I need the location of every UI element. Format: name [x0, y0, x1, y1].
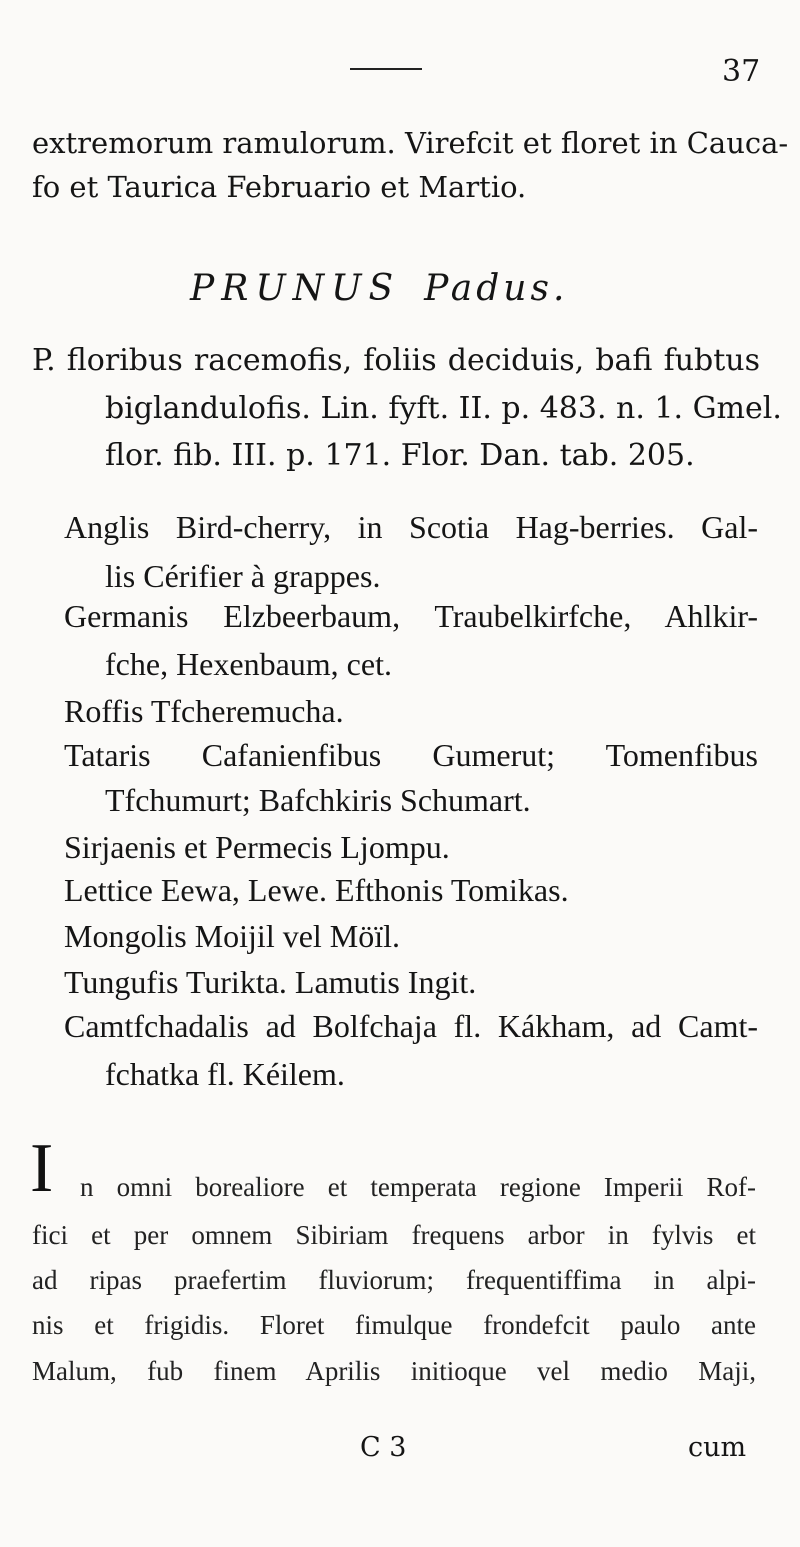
vernacular-line-1: Anglis Bird-cherry, in Scotia Hag-berries. Gal-	[64, 509, 758, 545]
diagnosis-line-1: P. floribus racemofis, foliis deciduis, bafi fubtus	[32, 343, 760, 378]
catchword: cum	[688, 1432, 747, 1463]
vernacular-line-6: Tataris Cafanienfibus Gumerut; Tomenfibus	[64, 737, 758, 773]
page-number: 37	[722, 54, 761, 89]
paragraph-line-2: fici et per omnem Sibiriam frequens arbor in fylvis et	[32, 1220, 756, 1250]
paragraph-line-4: nis et frigidis. Floret fimulque frondefcit paulo ante	[32, 1310, 756, 1340]
vernacular-line-8: Sirjaenis et Permecis Ljompu.	[64, 829, 450, 865]
paragraph-line-1: n omni borealiore et temperata regione Imperii Rof-	[80, 1172, 756, 1202]
diagnosis-line-3: flor. fib. III. p. 171. Flor. Dan. tab. 205.	[105, 438, 695, 473]
vernacular-line-5: Roffis Tfcheremucha.	[64, 693, 344, 729]
vernacular-line-7: Tfchumurt; Bafchkiris Schumart.	[105, 782, 531, 818]
vernacular-line-2: lis Cérifier à grappes.	[105, 558, 381, 594]
vernacular-line-4: fche, Hexenbaum, cet.	[105, 646, 392, 682]
diagnosis-line-2: biglandulofis. Lin. fyft. II. p. 483. n. 1. Gmel.	[105, 391, 782, 426]
vernacular-line-10: Mongolis Moijil vel Möïl.	[64, 918, 401, 954]
vernacular-line-11: Tungufis Turikta. Lamutis Ingit.	[64, 964, 477, 1000]
vernacular-line-9: Lettice Eewa, Lewe. Efthonis Tomikas.	[64, 872, 569, 908]
opening-line-1: extremorum ramulorum. Virefcit et floret in Cauca-	[32, 126, 789, 160]
drop-cap: I	[30, 1130, 54, 1207]
header-rule	[350, 68, 422, 70]
vernacular-line-13: fchatka fl. Kéilem.	[105, 1056, 345, 1092]
paragraph-line-3: ad ripas praefertim fluviorum; frequentiffima in alpi-	[32, 1265, 756, 1295]
genus-name: PRUNUS	[190, 268, 401, 309]
opening-line-2: fo et Taurica Februario et Martio.	[32, 170, 527, 204]
signature-mark: C 3	[360, 1432, 407, 1463]
vernacular-line-12: Camtfchadalis ad Bolfchaja fl. Kákham, ad Camt-	[64, 1008, 758, 1044]
species-title	[190, 268, 568, 309]
vernacular-line-3: Germanis Elzbeerbaum, Traubelkirfche, Ahlkir-	[64, 598, 758, 634]
species-name: Padus.	[424, 268, 569, 309]
paragraph-line-5: Malum, fub finem Aprilis initioque vel medio Maji,	[32, 1356, 756, 1386]
